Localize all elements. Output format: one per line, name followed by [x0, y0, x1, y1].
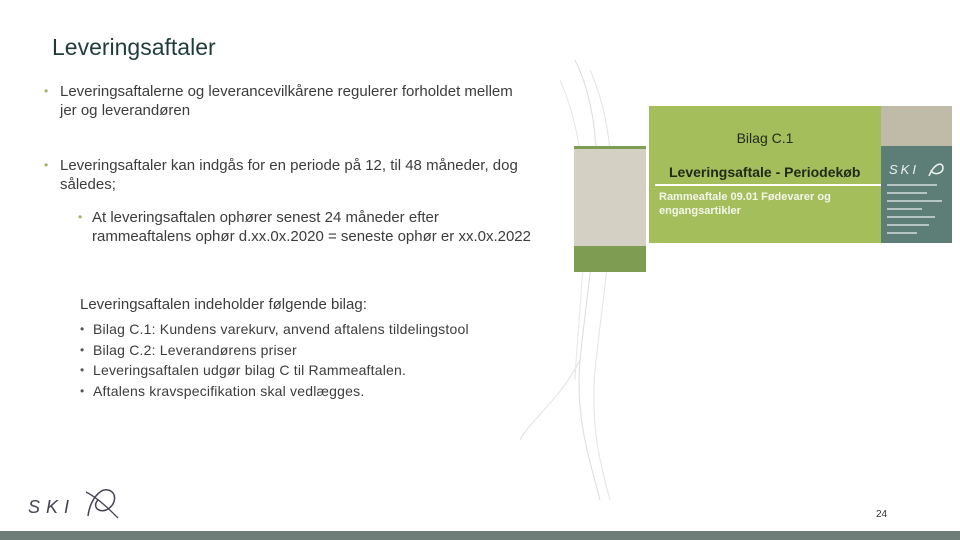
bottom-bar	[0, 531, 960, 540]
list-item: • Bilag C.2: Leverandørens priser	[80, 340, 469, 361]
attachments-list	[80, 319, 469, 401]
attachments-heading: Leveringsaftalen indeholder følgende bilag:	[80, 296, 367, 313]
cover-title: Leveringsaftale - Periodekøb	[669, 164, 861, 180]
list-item: • Leveringsaftalen udgør bilag C til Rammeaftalen.	[80, 360, 469, 381]
cover-teal-panel	[881, 146, 952, 243]
cover-panel	[881, 106, 952, 146]
cover-panel	[574, 246, 646, 272]
cover-bilag: Bilag C.1	[736, 130, 794, 146]
bullet-item: • Leveringsaftalerne og leverancevilkårene regulerer forholdet mellem jer og leverandøren	[44, 82, 530, 120]
cover-divider	[655, 184, 881, 186]
cover-image	[574, 106, 952, 272]
list-item: • Aftalens kravspecifikation skal vedlægges.	[80, 381, 469, 402]
footer-logo-text: SKI	[28, 497, 76, 517]
cover-green-panel	[649, 106, 881, 243]
slide-title: Leveringsaftaler	[52, 34, 216, 60]
cover-panel	[574, 146, 646, 247]
cover-subtitle: Rammeaftale 09.01 Fødevarer og engangsartikler	[659, 191, 831, 217]
bullet-item: • Leveringsaftaler kan indgås for en periode på 12, til 48 måneder, dog således;	[44, 156, 530, 194]
cover-text-lines	[887, 184, 947, 240]
ski-swirl-icon	[925, 158, 947, 180]
list-item: • Bilag C.1: Kundens varekurv, anvend aftalens tildelingstool	[80, 319, 469, 340]
cover-logo: SKI	[889, 162, 919, 177]
page-number: 24	[876, 509, 888, 520]
sub-bullet-item: • At leveringsaftalen ophører senest 24 måneder efter rammeaftalens ophør d.xx.0x.2020 = seneste ophør er xx.0x.2022	[78, 208, 532, 246]
